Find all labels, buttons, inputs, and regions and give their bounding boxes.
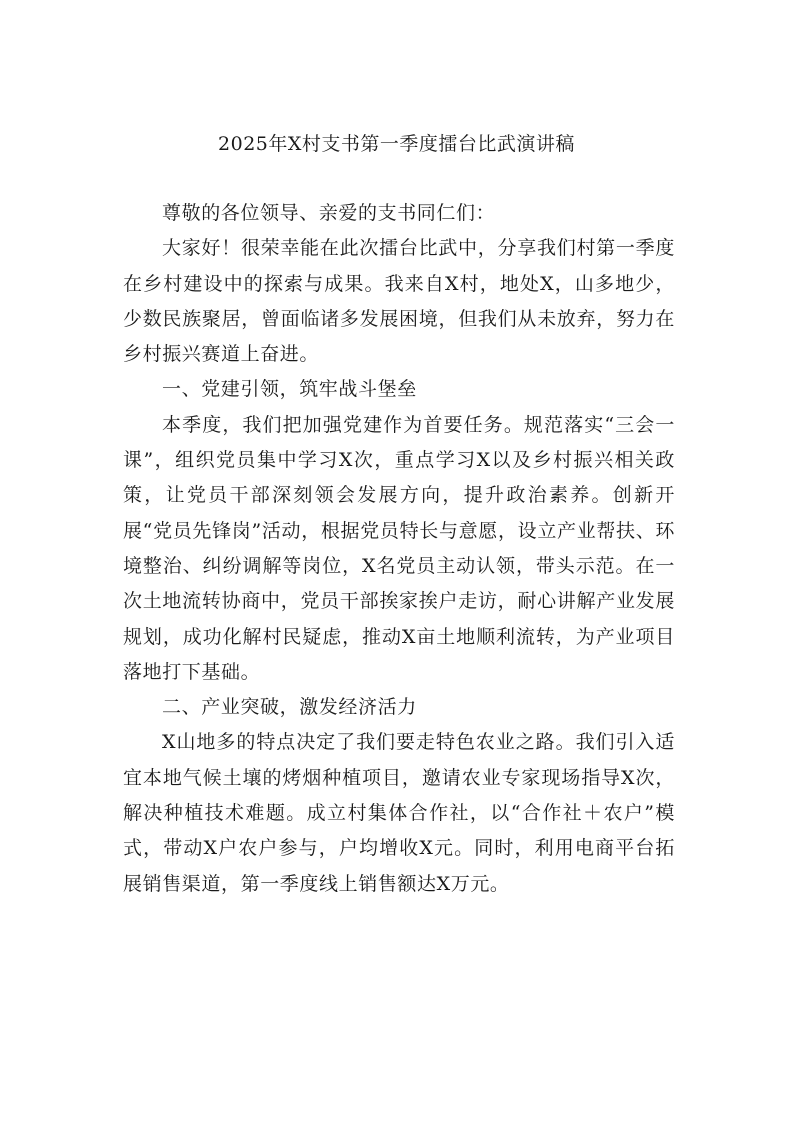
- document-title: 2025年X村支书第一季度擂台比武演讲稿: [218, 133, 575, 155]
- party-building-paragraph: 本季度，我们把加强党建作为首要任务。规范落实“三会一课”，组织党员集中学习X次，重点学习X以及乡村振兴相关政策，让党员干部深刻领会发展方向，提升政治素养。创新开展“党员先锋岗”活动，根据党员特长与意愿，设立产业帮扶、环境整治、纠纷调解等岗位，X名党员主动认领，带头示范。在一次土地流转协商中，党员干部挨家挨户走访，耐心讲解产业发展规划，成功化解村民疑虑，推动X亩土地顺利流转，为产业项目落地打下基础。: [123, 413, 675, 683]
- document-body: [123, 196, 675, 902]
- section-heading-industry: 二、产业突破，激发经济活力: [162, 696, 417, 719]
- opening-paragraph: 大家好！很荣幸能在此次擂台比武中，分享我们村第一季度在乡村建设中的探索与成果。我来自X村，地处X，山多地少，少数民族聚居，曾面临诸多发展困境，但我们从未放弃，努力在乡村振兴赛道上奋进。: [123, 237, 675, 366]
- industry-paragraph: X山地多的特点决定了我们要走特色农业之路。我们引入适宜本地气候土壤的烤烟种植项目，邀请农业专家现场指导X次，解决种植技术难题。成立村集体合作社，以“合作社＋农户”模式，带动X户农户参与，户均增收X元。同时，利用电商平台拓展销售渠道，第一季度线上销售额达X万元。: [123, 731, 675, 895]
- section-heading-party-building: 一、党建引领，筑牢战斗堡垒: [162, 378, 417, 401]
- salutation-paragraph: 尊敬的各位领导、亲爱的支书同仁们：: [162, 202, 496, 224]
